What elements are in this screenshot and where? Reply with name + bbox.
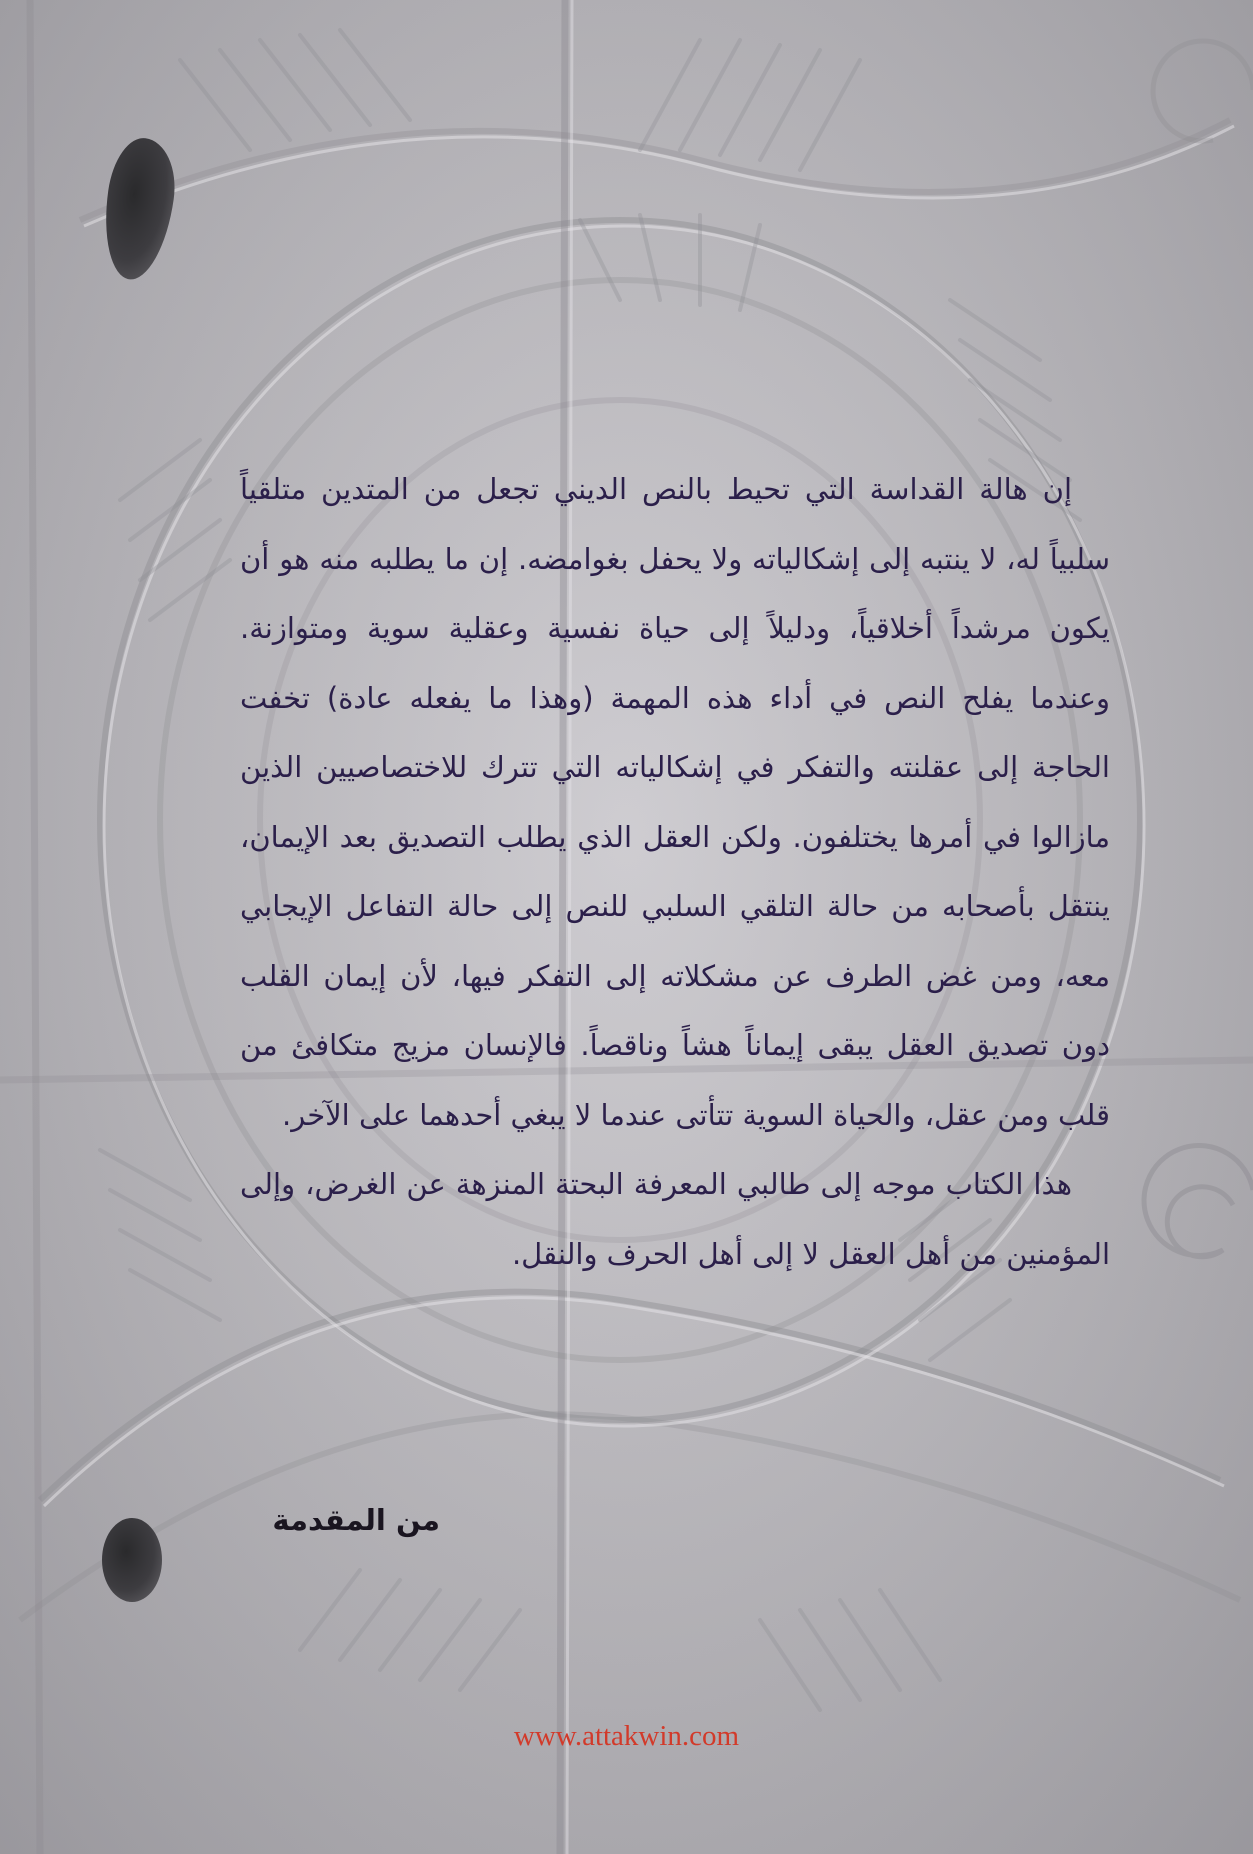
publisher-website: www.attakwin.com <box>513 1720 740 1752</box>
blurb-paragraph-2: هذا الكتاب موجه إلى طالبي المعرفة البحتة المنزهة عن الغرض، وإلى المؤمنين من أهل العقل لا إلى أهل الحرف والنقل. <box>240 1167 1110 1271</box>
stone-hole-bottom <box>102 1518 162 1602</box>
blurb-text <box>240 455 1110 1289</box>
blurb-paragraph-1: إن هالة القداسة التي تحيط بالنص الديني تجعل من المتدين متلقياً سلبياً له، لا ينتبه إلى إشكالياته ولا يحفل بغوامضه. إن ما يطلبه منه هو أن يكون مرشداً أخلاقياً، ودليلاً إلى حياة نفسية وعقلية سوية ومتوازنة. وعندما يفلح النص في أداء هذه المهمة (وهذا ما يفعله عادة) تخفت الحاجة إلى عقلنته والتفكر في إشكالياته التي تترك للاختصاصيين الذين مازالوا في أمرها يختلفون. ولكن العقل الذي يطلب التصديق بعد الإيمان، ينتقل بأصحابه من حالة التلقي السلبي للنص إلى حالة التفاعل الإيجابي معه، ومن غض الطرف عن مشكلاته إلى التفكر فيها، لأن إيمان القلب دون تصديق العقل يبقى إيماناً هشاً وناقصاً. فالإنسان مزيج متكافئ من قلب ومن عقل، والحياة السوية تتأتى عندما لا يبغي أحدهما على الآخر. <box>240 472 1110 1132</box>
source-label: من المقدمة <box>272 1503 440 1537</box>
